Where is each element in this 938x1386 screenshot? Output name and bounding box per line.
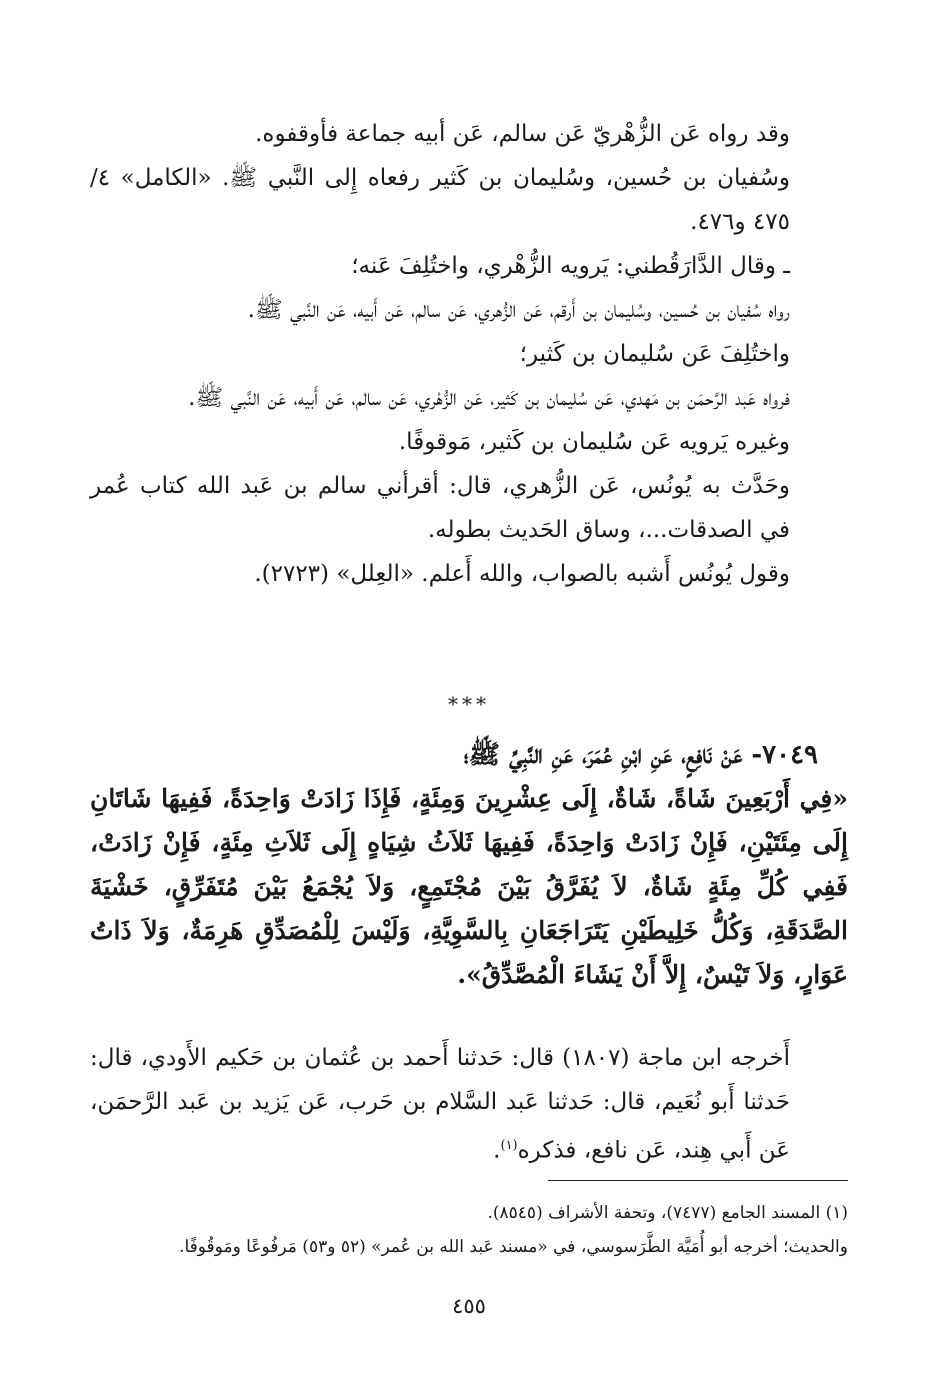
para-2: وسُفيان بن حُسين، وسُليمان بن كَثير رفعاه إِلى النَّبي ﷺ. «الكامل» ٤/ ٤٧٥ و٤٧٦.	[90, 165, 790, 235]
page-number: ٤٥٥	[452, 1294, 486, 1318]
footnote-1-cont: والحديث؛ أخرجه أبو أُمَيَّة الطَّرَسوسي، في «مسند عَبد الله بن عُمر» (٥٢ و٥٣) مَرفُوعًا ومَوقُوفًا.	[179, 1237, 848, 1257]
footnote-ref[interactable]: (١)	[500, 1138, 518, 1153]
takhrij-block	[90, 1036, 848, 1173]
para-6: فرواه عَبد الرَّحمَن بن مَهدي، عَن سُليمان بن كَثير، عَن الزُّهْري، عَن سالم، عَن أَبيه، عَن النَّبي ﷺ.	[188, 385, 790, 411]
para-7: وغيره يَرويه عَن سُليمان بن كَثير، مَوقوفًا.	[398, 429, 790, 455]
hadith-block	[90, 733, 848, 997]
takhrij-end: .	[493, 1137, 501, 1164]
footnote-1: (١) المسند الجامع (٧٤٧٧)، وتحفة الأشراف (٨٥٤٥).	[487, 1203, 848, 1223]
footnotes	[90, 1196, 848, 1264]
para-4: رواه سُفيان بن حُسين، وسُليمان بن أَرقم، عَن الزُّهري، عَن سالم، عَن أَبيه، عَن النَّبي ﷺ.	[247, 297, 790, 323]
para-3: ـ وقال الدَّارَقُطني: يَرويه الزُّهْري، واختُلِفَ عَنه؛	[351, 253, 790, 279]
para-5: واختُلِفَ عَن سُليمان بن كَثير؛	[519, 341, 790, 367]
para-8: وحَدَّث به يُونُس، عَن الزُّهري، قال: أقرأني سالم بن عَبد الله كتاب عُمر في الصدقات...، وساق الحَديث بطوله.	[90, 473, 790, 543]
section-separator: ***	[448, 692, 490, 716]
takhrij-paragraph	[90, 1036, 848, 1173]
para-1: وقد رواه عَن الزُّهْريّ عَن سالم، عَن أبيه جماعة فأوقفوه.	[255, 121, 790, 147]
hadith-matn: «فِي أَرْبَعِينَ شَاةً، شَاةٌ، إِلَى عِشْرِينَ وَمِئَةٍ، فَإِذَا زَادَتْ وَاحِدَةً، فَفِيهَا شَاتَانِ إِلَى مِئَتَيْنِ، فَإِنْ زَادَتْ وَاحِدَةً، فَفِيهَا ثَلاَثُ شِيَاهٍ إِلَى ثَلاَثِ مِئَةٍ، فَإِنْ زَادَتْ، فَفِي كُلِّ مِئَةٍ شَاةٌ، لاَ يُفَرَّقُ بَيْنَ مُجْتَمِعٍ، وَلاَ يُجْمَعُ بَيْنَ مُتَفَرِّقٍ، خَشْيَةَ الصَّدَقَةِ، وَكُلُّ خَلِيطَيْنِ يَتَرَاجَعَانِ بِالسَّوِيَّةِ، وَلَيْسَ لِلْمُصَدِّقِ هَرِمَةٌ، وَلاَ ذَاتُ عَوَارٍ، وَلاَ تَيْسٌ، إِلاَّ أَنْ يَشَاءَ الْمُصَّدِّقُ».	[90, 784, 848, 989]
upper-text	[90, 112, 848, 596]
hadith-heading: ٧٠٤٩- عَنْ نَافِعٍ، عَنِ ابْنِ عُمَرَ، عَنِ النَّبِيِّ ﷺ؛	[463, 740, 818, 770]
takhrij-text: أَخرجه ابن ماجة (١٨٠٧) قال: حَدثنا أَحمد بن عُثمان بن حَكيم الأَودي، قال: حَدثنا أَبو نُعَيم، قال: حَدثنا عَبد السَّلام بن حَرب، عَن يَزيد بن عَبد الرَّحمَن، عَن أَبي هِند، عَن نافع، فذكره	[90, 1045, 790, 1164]
footnote-rule	[548, 1180, 848, 1181]
para-9: وقول يُونُس أَشبه بالصواب، والله أَعلم. «العِلل» (٢٧٢٣).	[254, 561, 790, 587]
